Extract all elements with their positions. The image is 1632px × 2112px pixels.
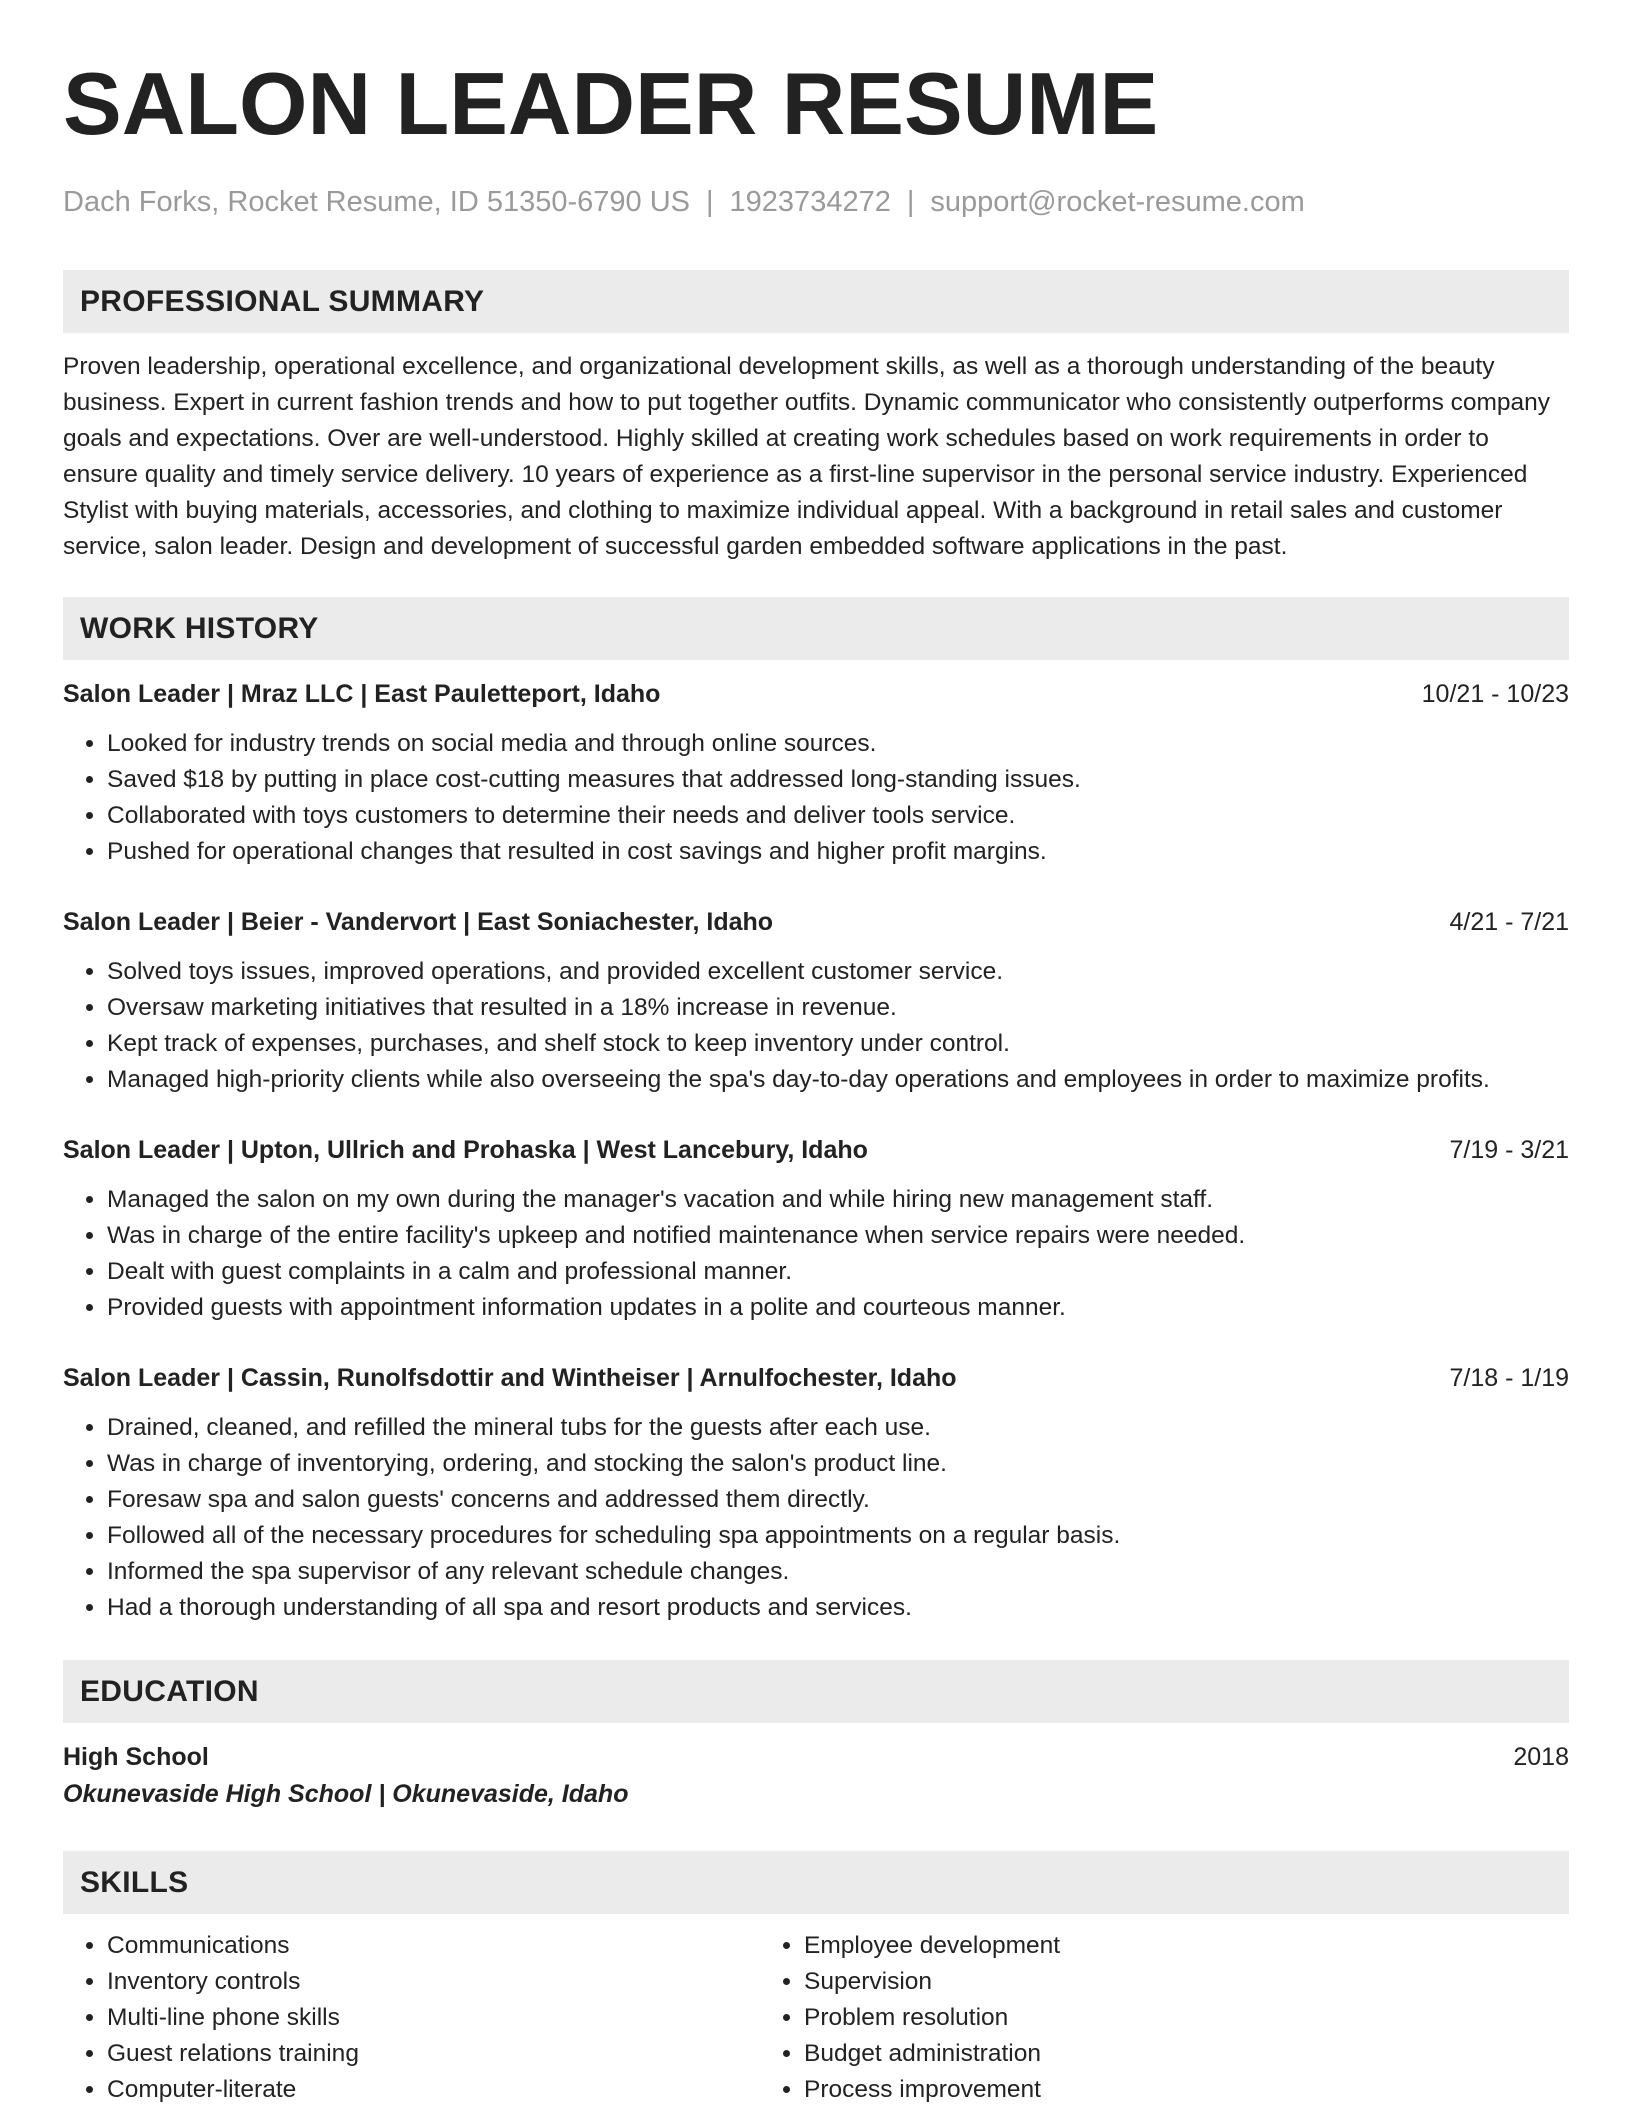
- phone: 1923734272: [729, 186, 891, 218]
- job-bullets: [63, 1182, 1569, 1326]
- job-bullet: • Dealt with guest complaints in a calm and professional manner.: [107, 1254, 1569, 1290]
- job-bullet: • Looked for industry trends on social media and through online sources.: [107, 726, 1569, 762]
- job-bullet: • Was in charge of the entire facility's upkeep and notified maintenance when service repairs were needed.: [107, 1218, 1569, 1254]
- summary-text: Proven leadership, operational excellence, and organizational development skills, as well as a thorough understanding of the beauty business. Expert in current fashion trends and how to put together outfits. Dynamic communicator who consistently outperforms company goals and expectations. Over are well-understood. Highly skilled at creating work schedules based on work requirements in order to ensure quality and timely service delivery. 10 years of experience as a first-line supervisor in the personal service industry. Experienced Stylist with buying materials, accessories, and clothing to maximize individual appeal. With a background in retail sales and customer service, salon leader. Design and development of successful garden embedded software applications in the past.: [63, 353, 1551, 560]
- job-bullet: • Was in charge of inventorying, ordering, and stocking the salon's product line.: [107, 1446, 1569, 1482]
- job-dates: 7/18 - 1/19: [1449, 1364, 1569, 1392]
- job-bullet: • Drained, cleaned, and refilled the mineral tubs for the guests after each use.: [107, 1410, 1569, 1446]
- job-header: [63, 1360, 1569, 1396]
- contact-separator: |: [906, 186, 915, 218]
- education-entry: [63, 1739, 1569, 1775]
- job-header: [63, 904, 1569, 940]
- job-bullet: • Managed the salon on my own during the manager's vacation and while hiring new management staff.: [107, 1182, 1569, 1218]
- job-bullet: • Kept track of expenses, purchases, and shelf stock to keep inventory under control.: [107, 1026, 1569, 1062]
- job-entry: [63, 676, 1569, 870]
- job-bullet: • Provided guests with appointment information updates in a polite and courteous manner.: [107, 1290, 1569, 1326]
- job-bullets: [63, 1410, 1569, 1626]
- resume-title: SALON LEADER RESUME: [63, 54, 1159, 153]
- job-title: Salon Leader | Upton, Ullrich and Prohaska | West Lancebury, Idaho: [63, 1136, 868, 1164]
- skill-item: • Budget administration: [804, 2036, 1500, 2072]
- job-dates: 10/21 - 10/23: [1421, 680, 1569, 708]
- section-header-summary: PROFESSIONAL SUMMARY: [63, 270, 1569, 333]
- job-title: Salon Leader | Mraz LLC | East Pauletteport, Idaho: [63, 680, 661, 708]
- job-entry: [63, 904, 1569, 1098]
- skills-list: [63, 1928, 1569, 2108]
- education-degree: High School: [63, 1743, 209, 1771]
- job-dates: 7/19 - 3/21: [1449, 1136, 1569, 1164]
- skill-item: • Supervision: [804, 1964, 1500, 2000]
- job-bullet: • Followed all of the necessary procedures for scheduling spa appointments on a regular basis.: [107, 1518, 1569, 1554]
- job-entry: [63, 1132, 1569, 1326]
- address: Dach Forks, Rocket Resume, ID 51350-6790 US: [63, 186, 690, 218]
- skill-item: • Problem resolution: [804, 2000, 1500, 2036]
- skill-item: • Inventory controls: [107, 1964, 760, 2000]
- job-entry: [63, 1360, 1569, 1626]
- skill-item: • Employee development: [804, 1928, 1500, 1964]
- job-header: [63, 676, 1569, 712]
- section-header-skills: SKILLS: [63, 1851, 1569, 1914]
- job-bullet: • Solved toys issues, improved operations, and provided excellent customer service.: [107, 954, 1569, 990]
- skills-column: [63, 1928, 760, 2108]
- skill-item: • Guest relations training: [107, 2036, 760, 2072]
- education-school: Okunevaside High School | Okunevaside, Idaho: [63, 1780, 629, 1808]
- job-bullets: [63, 954, 1569, 1098]
- skill-item: • Multi-line phone skills: [107, 2000, 760, 2036]
- education-year: 2018: [1513, 1743, 1569, 1771]
- job-title: Salon Leader | Beier - Vandervort | East Soniachester, Idaho: [63, 908, 774, 936]
- section-header-work-history: WORK HISTORY: [63, 597, 1569, 660]
- section-header-education: EDUCATION: [63, 1660, 1569, 1723]
- skill-item: • Process improvement: [804, 2072, 1500, 2108]
- job-bullet: • Informed the spa supervisor of any relevant schedule changes.: [107, 1554, 1569, 1590]
- job-title: Salon Leader | Cassin, Runolfsdottir and Wintheiser | Arnulfochester, Idaho: [63, 1364, 957, 1392]
- skills-column: [760, 1928, 1500, 2108]
- job-bullets: [63, 726, 1569, 870]
- email: support@rocket-resume.com: [930, 186, 1305, 218]
- job-bullet: • Oversaw marketing initiatives that resulted in a 18% increase in revenue.: [107, 990, 1569, 1026]
- contact-line: [63, 182, 1569, 222]
- job-bullet: • Collaborated with toys customers to determine their needs and deliver tools service.: [107, 798, 1569, 834]
- contact-separator: |: [706, 186, 714, 218]
- skill-item: • Computer-literate: [107, 2072, 760, 2108]
- job-bullet: • Saved $18 by putting in place cost-cutting measures that addressed long-standing issues.: [107, 762, 1569, 798]
- job-header: [63, 1132, 1569, 1168]
- skill-item: • Communications: [107, 1928, 760, 1964]
- job-bullet: • Managed high-priority clients while also overseeing the spa's day-to-day operations and employees in order to maximize profits.: [107, 1062, 1569, 1098]
- job-bullet: • Pushed for operational changes that resulted in cost savings and higher profit margins.: [107, 834, 1569, 870]
- job-dates: 4/21 - 7/21: [1449, 908, 1569, 936]
- job-bullet: • Foresaw spa and salon guests' concerns and addressed them directly.: [107, 1482, 1569, 1518]
- job-bullet: • Had a thorough understanding of all spa and resort products and services.: [107, 1590, 1569, 1626]
